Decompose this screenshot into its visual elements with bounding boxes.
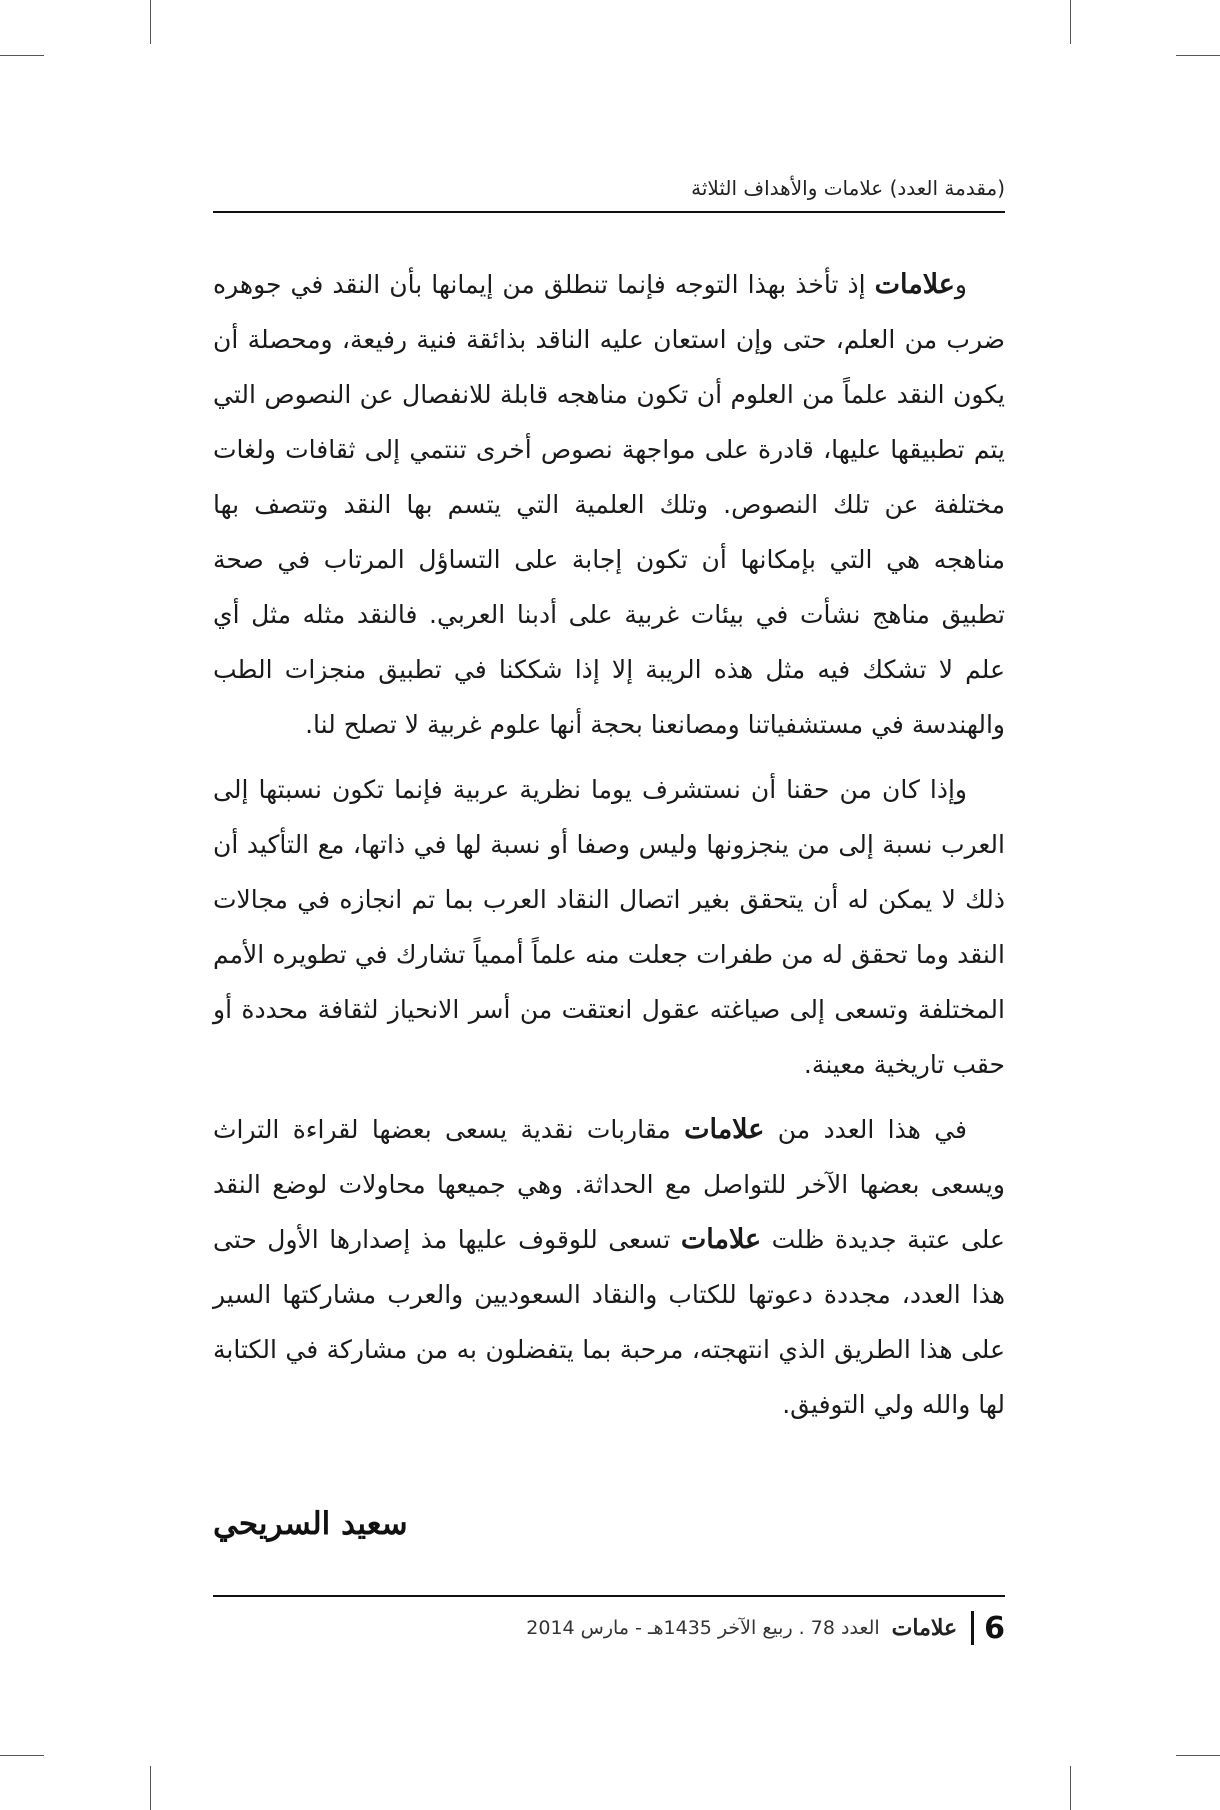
crop-mark [1176, 55, 1220, 56]
brand-name: علامات [684, 1114, 765, 1145]
author-signature: سعيد السريحي [213, 1506, 408, 1542]
page-number: 6 [984, 1610, 1005, 1646]
paragraph-2: وإذا كان من حقنا أن نستشرف يوما نظرية عربية فإنما تكون نسبتها إلى العرب نسبة إلى من ينجزونها وليس وصفا أو نسبة لها في ذاتها، مع التأكيد أن ذلك لا يمكن له أن يتحقق بغير اتصال النقاد العرب بما تم انجازه في مجالات النقد وما تحقق له من طفرات جعلت منه علماً أممياً تشارك في تطويره الأمم المختلفة وتسعى إلى صياغته عقول انعتقت من أسر الانحياز لثقافة محددة أو حقب تاريخية معينة. [213, 775, 1005, 1079]
crop-mark [0, 55, 44, 56]
brand-name: علامات [680, 1224, 762, 1255]
crop-mark [150, 1766, 151, 1810]
paragraph-3-middle: مقاربات نقدية يسعى بعضها لقراءة التراث ويسعى بعضها الآخر للتواصل مع الحداثة. وهي جميعها محاولات لوضع النقد على عتبة جديدة ظلت [213, 1115, 1005, 1254]
page-footer [526, 1608, 1005, 1648]
crop-mark [1176, 1755, 1220, 1756]
footer-brand: علامات [891, 1615, 958, 1641]
footer-divider [971, 1611, 974, 1645]
running-head: (مقدمة العدد) علامات والأهداف الثلاثة [691, 176, 1005, 200]
crop-mark [150, 0, 151, 44]
crop-mark [1070, 0, 1071, 44]
header-rule [213, 211, 1005, 213]
article-body [213, 257, 1005, 1442]
paragraph-1-text: إذ تأخذ بهذا التوجه فإنما تنطلق من إيمانها بأن النقد في جوهره ضرب من العلم، حتى وإن استعان عليه الناقد بذائقة فنية رفيعة، ومحصلة أن يكون النقد علماً من العلوم أن تكون مناهجه قابلة للانفصال عن النصوص التي يتم تطبيقها عليها، قادرة على مواجهة نصوص أخرى تنتمي إلى ثقافات ولغات مختلفة عن تلك النصوص. وتلك العلمية التي يتسم بها النقد وتتصف بها مناهجه هي التي بإمكانها أن تكون إجابة على التساؤل المرتاب في صحة تطبيق مناهج نشأت في بيئات غربية على أدبنا العربي. فالنقد مثله مثل أي علم لا تشكك فيه مثل هذه الريبة إلا إذا شككنا في تطبيق منجزات الطب والهندسة في مستشفياتنا ومصانعنا بحجة أنها علوم غربية لا تصلح لنا. [213, 270, 1005, 739]
crop-mark [1070, 1766, 1071, 1810]
issue-info: العدد 78 . ربيع الآخر 1435هـ - مارس 2014 [526, 1617, 880, 1639]
footer-rule [213, 1595, 1005, 1597]
brand-name: علامات [874, 269, 955, 300]
crop-mark [0, 1755, 44, 1756]
paragraph-3-end: تسعى للوقوف عليها مذ إصدارها الأول حتى هذا العدد، مجددة دعوتها للكتاب والنقاد السعوديين والعرب مشاركتها السير على هذا الطريق الذي انتهجته، مرحبة بما يتفضلون به من مشاركة في الكتابة لها والله ولي التوفيق. [213, 1225, 1005, 1419]
paragraph-3-start: في هذا العدد من [764, 1115, 967, 1144]
paragraph-3 [213, 1102, 1005, 1432]
paragraph-1-prefix: و [954, 270, 967, 299]
paragraph-1 [213, 257, 1005, 752]
